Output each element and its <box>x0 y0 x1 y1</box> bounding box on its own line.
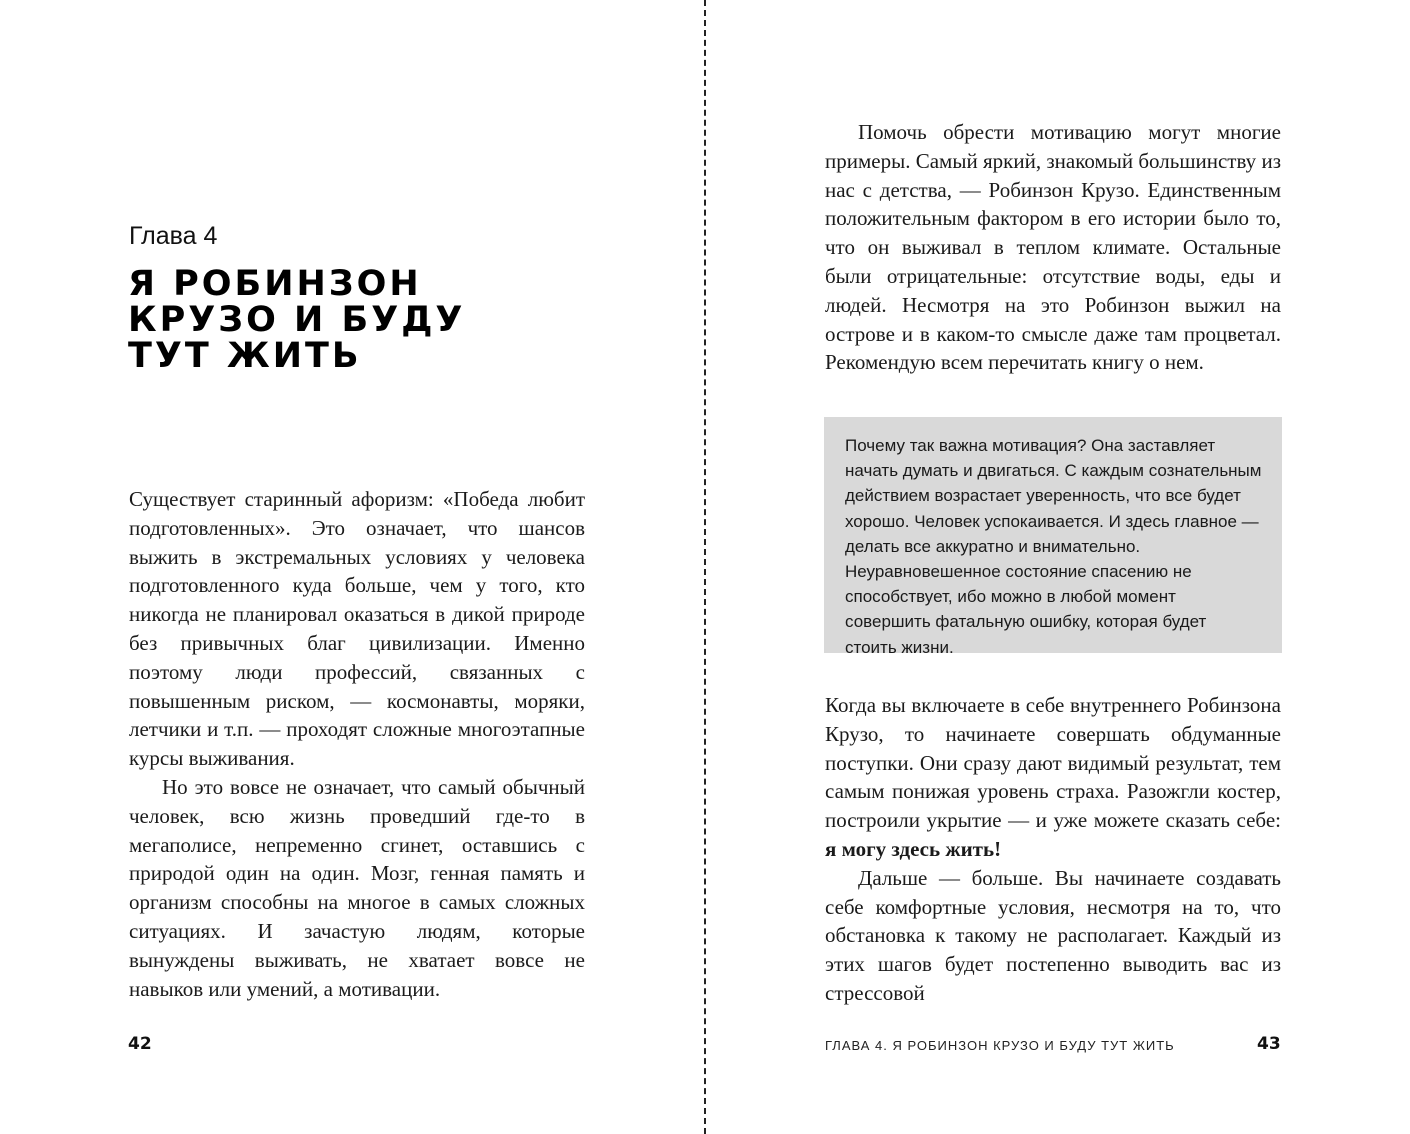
chapter-label: Глава 4 <box>129 222 218 250</box>
paragraph: Существует старинный афоризм: «Победа любит подготовленных». Это означает, что шансов выжить в экстремальных условиях у человека подготовленного куда больше, чем у того, кто никогда не планировал оказаться в дикой природе без привычных благ цивилизации. Именно поэтому люди профессий, связанных с повышенным риском, — космонавты, моряки, летчики и т.п. — проходят сложные многоэтапные курсы выживания. <box>129 487 585 771</box>
paragraph: Помочь обрести мотивацию могут многие примеры. Самый яркий, знакомый большинству из нас с детства, — Робинзон Крузо. Единственным положительным фактором в его истории было то, что он выживал в теплом климате. Остальные были отрицательные: отсутствие воды, еды и людей. Несмотря на это Робинзон выжил на острове и в каком-то смысле даже там процветал. Рекомендую всем перечитать книгу о нем. <box>825 120 1281 375</box>
running-head: ГЛАВА 4. Я РОБИНЗОН КРУЗО И БУДУ ТУТ ЖИТЬ <box>825 1038 1175 1053</box>
paragraph: Дальше — больше. Вы начинаете создавать себе комфортные условия, несмотря на то, что обстановка к такому не располагает. Каждый из этих шагов будет постепенно выводить вас из стрессовой <box>825 865 1281 1005</box>
chapter-title-line: КРУЗО И БУДУ <box>128 300 466 340</box>
emphasis-phrase: я могу здесь жить! <box>825 836 1002 861</box>
page-number: 42 <box>128 1034 152 1054</box>
callout-box <box>824 417 1282 657</box>
left-body-text <box>129 485 585 1003</box>
chapter-title-line: Я РОБИНЗОН <box>128 264 422 304</box>
callout-text: Почему так важна мотивация? Она заставляет начать думать и двигаться. С каждым сознательным действием возрастает уверенность, что все будет хорошо. Человек успокаивается. И здесь главное — делать все аккуратно и внимательно. Неуравновешенное состояние спасению не способствует, ибо можно в любой момент совершить фатальную ошибку, которая будет стоить жизни. <box>845 436 1262 657</box>
paragraph: Но это вовсе не означает, что самый обычный человек, всю жизнь проведший где-то в мегаполисе, непременно сгинет, оставшись с природой один на один. Мозг, генная память и организм способны на многое в самых сложных ситуациях. И зачастую людям, которые вынуждены выживать, не хватает вовсе не навыков или умений, а мотивации. <box>129 774 585 1001</box>
right-page <box>706 0 1410 1134</box>
right-body-text-bottom <box>825 691 1281 1008</box>
right-body-text-top <box>825 118 1281 377</box>
paragraph <box>825 691 1281 864</box>
chapter-title-line: ТУТ ЖИТЬ <box>128 336 362 376</box>
chapter-title <box>128 266 568 374</box>
page-number: 43 <box>1257 1034 1281 1054</box>
paragraph-text: Когда вы включаете в себе внутреннего Робинзона Крузо, то начинаете совершать обдуманные поступки. Они сразу дают видимый результат, тем самым понижая уровень страха. Разожгли костер, построили укрытие — и уже можете сказать себе: <box>825 693 1281 833</box>
